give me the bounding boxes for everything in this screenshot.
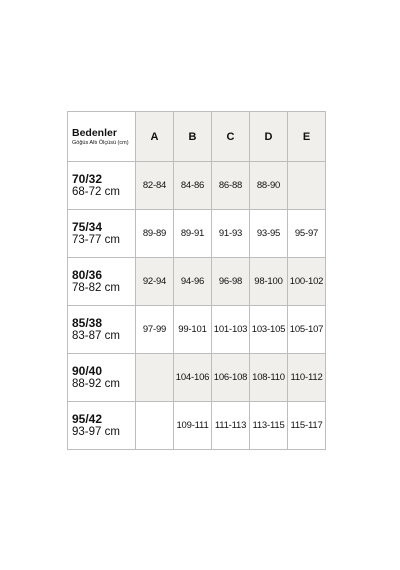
- header-corner-cell: [68, 112, 136, 162]
- size-value-cell: 105-107: [288, 306, 326, 354]
- table-row: [68, 210, 326, 258]
- size-value-cell: [136, 354, 174, 402]
- header-row: [68, 112, 326, 162]
- size-value-cell: 104-106: [174, 354, 212, 402]
- size-value-cell: [288, 162, 326, 210]
- size-value-cell: 98-100: [250, 258, 288, 306]
- table-row: [68, 306, 326, 354]
- row-label-cell: [68, 306, 136, 354]
- size-value-cell: 115-117: [288, 402, 326, 450]
- cup-header-b: B: [174, 112, 212, 162]
- row-label-cell: [68, 402, 136, 450]
- size-value-cell: 113-115: [250, 402, 288, 450]
- size-value-cell: 110-112: [288, 354, 326, 402]
- underbust-range-label: 83-87 cm: [72, 329, 120, 342]
- row-label-cell: [68, 258, 136, 306]
- size-value-cell: 84-86: [174, 162, 212, 210]
- table-row: [68, 258, 326, 306]
- size-value-cell: 86-88: [212, 162, 250, 210]
- size-value-cell: 97-99: [136, 306, 174, 354]
- size-value-cell: 101-103: [212, 306, 250, 354]
- size-value-cell: 108-110: [250, 354, 288, 402]
- row-label-cell: [68, 354, 136, 402]
- size-value-cell: 89-89: [136, 210, 174, 258]
- cup-header-e: E: [288, 112, 326, 162]
- cup-header-c: C: [212, 112, 250, 162]
- band-size-label: 75/34: [72, 219, 103, 234]
- table-row: [68, 162, 326, 210]
- band-size-label: 90/40: [72, 363, 103, 378]
- row-label-cell: [68, 162, 136, 210]
- size-value-cell: 93-95: [250, 210, 288, 258]
- band-size-label: 95/42: [72, 411, 103, 426]
- band-size-label: 70/32: [72, 171, 103, 186]
- size-value-cell: 91-93: [212, 210, 250, 258]
- size-value-cell: 106-108: [212, 354, 250, 402]
- underbust-range-label: 78-82 cm: [72, 281, 120, 294]
- size-value-cell: 95-97: [288, 210, 326, 258]
- size-value-cell: 111-113: [212, 402, 250, 450]
- row-label-cell: [68, 210, 136, 258]
- size-value-cell: 109-111: [174, 402, 212, 450]
- size-value-cell: 89-91: [174, 210, 212, 258]
- underbust-range-label: 68-72 cm: [72, 185, 120, 198]
- size-value-cell: 96-98: [212, 258, 250, 306]
- band-size-label: 85/38: [72, 315, 103, 330]
- table-row: [68, 402, 326, 450]
- cup-header-a: A: [136, 112, 174, 162]
- size-value-cell: 82-84: [136, 162, 174, 210]
- underbust-range-label: 88-92 cm: [72, 377, 120, 390]
- size-value-cell: 103-105: [250, 306, 288, 354]
- underbust-range-label: 93-97 cm: [72, 425, 120, 438]
- cup-header-d: D: [250, 112, 288, 162]
- size-value-cell: 99-101: [174, 306, 212, 354]
- underbust-subtitle: Göğüs Altı Ölçüsü (cm): [72, 139, 129, 146]
- table-row: [68, 354, 326, 402]
- band-size-label: 80/36: [72, 267, 103, 282]
- size-chart-table: [67, 111, 326, 450]
- size-value-cell: 100-102: [288, 258, 326, 306]
- size-value-cell: 88-90: [250, 162, 288, 210]
- sizes-title: Bedenler: [72, 126, 117, 139]
- underbust-range-label: 73-77 cm: [72, 233, 120, 246]
- size-value-cell: [136, 402, 174, 450]
- size-value-cell: 94-96: [174, 258, 212, 306]
- size-value-cell: 92-94: [136, 258, 174, 306]
